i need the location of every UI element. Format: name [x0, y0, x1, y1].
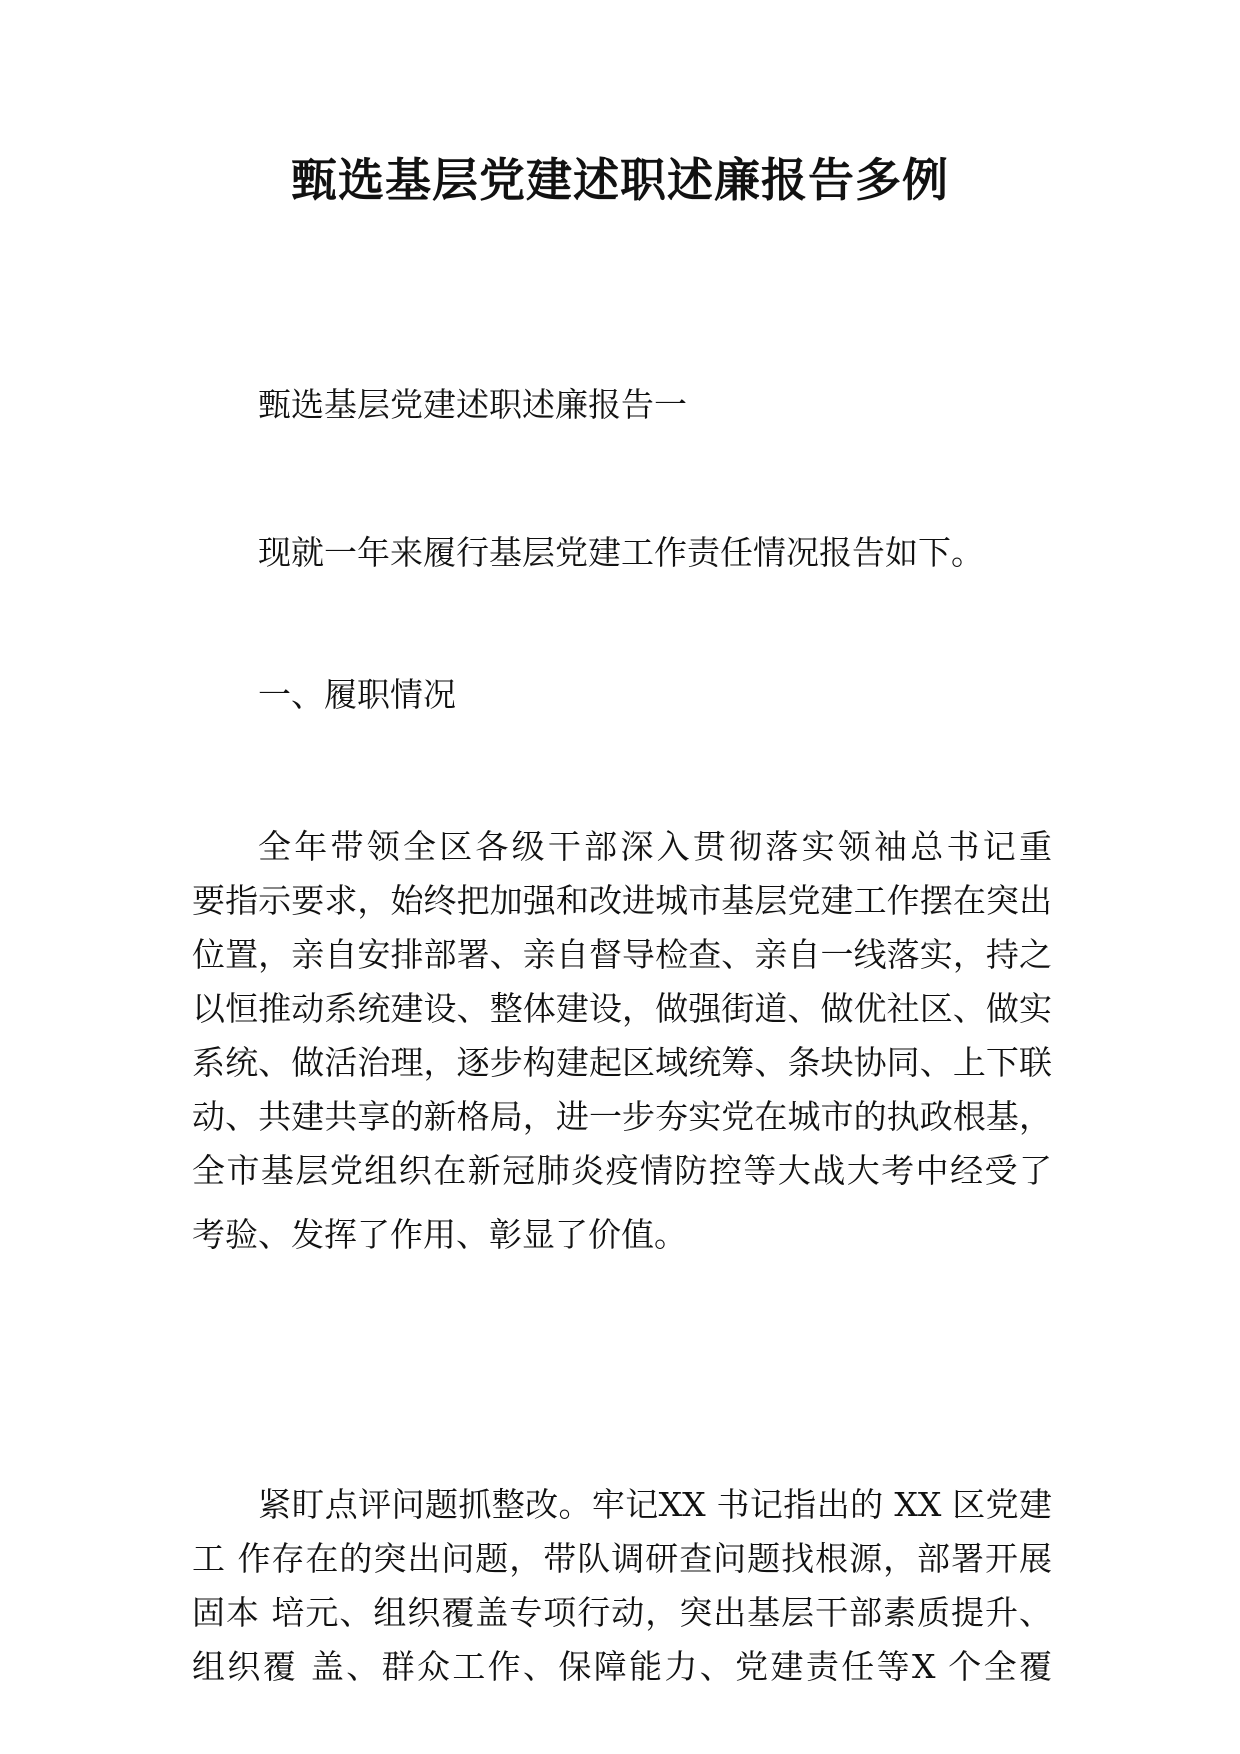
paragraph-line: 组织覆 盖、群众工作、保障能力、党建责任等X 个全覆 — [192, 1647, 1052, 1686]
paragraph-line: 动、共建共享的新格局，进一步夯实党在城市的执政根基， — [192, 1097, 1052, 1136]
intro-line: 现就一年来履行基层党建工作责任情况报告如下。 — [258, 533, 984, 572]
paragraph-line: 考验、发挥了作用、彰显了价值。 — [192, 1215, 687, 1254]
paragraph-line: 要指示要求，始终把加强和改进城市基层党建工作摆在突出 — [192, 881, 1052, 920]
paragraph-line: 固本 培元、组织覆盖专项行动，突出基层干部素质提升、 — [192, 1593, 1052, 1632]
paragraph-line: 全市基层党组织在新冠肺炎疫情防控等大战大考中经受了 — [192, 1151, 1052, 1190]
section-heading: 一、履职情况 — [258, 675, 456, 714]
report-subtitle: 甄选基层党建述职述廉报告一 — [258, 385, 687, 424]
paragraph-rectification — [192, 1478, 1052, 1694]
paragraph-line: 位置，亲自安排部署、亲自督导检查、亲自一线落实，持之 — [192, 935, 1052, 974]
paragraph-line: 全年带领全区各级干部深入贯彻落实领袖总书记重 — [258, 827, 1052, 866]
paragraph-line: 系统、做活治理，逐步构建起区域统筹、条块协同、上下联 — [192, 1043, 1052, 1082]
paragraph-line: 紧盯点评问题抓整改。牢记XX 书记指出的 XX 区党建 — [258, 1485, 1052, 1524]
paragraph-line: 以恒推动系统建设、整体建设，做强街道、做优社区、做实 — [192, 989, 1052, 1028]
document-title: 甄选基层党建述职述廉报告多例 — [291, 153, 949, 207]
paragraph-line: 工 作存在的突出问题，带队调研查问题找根源，部署开展 — [192, 1539, 1052, 1578]
paragraph-performance — [192, 820, 1052, 1262]
